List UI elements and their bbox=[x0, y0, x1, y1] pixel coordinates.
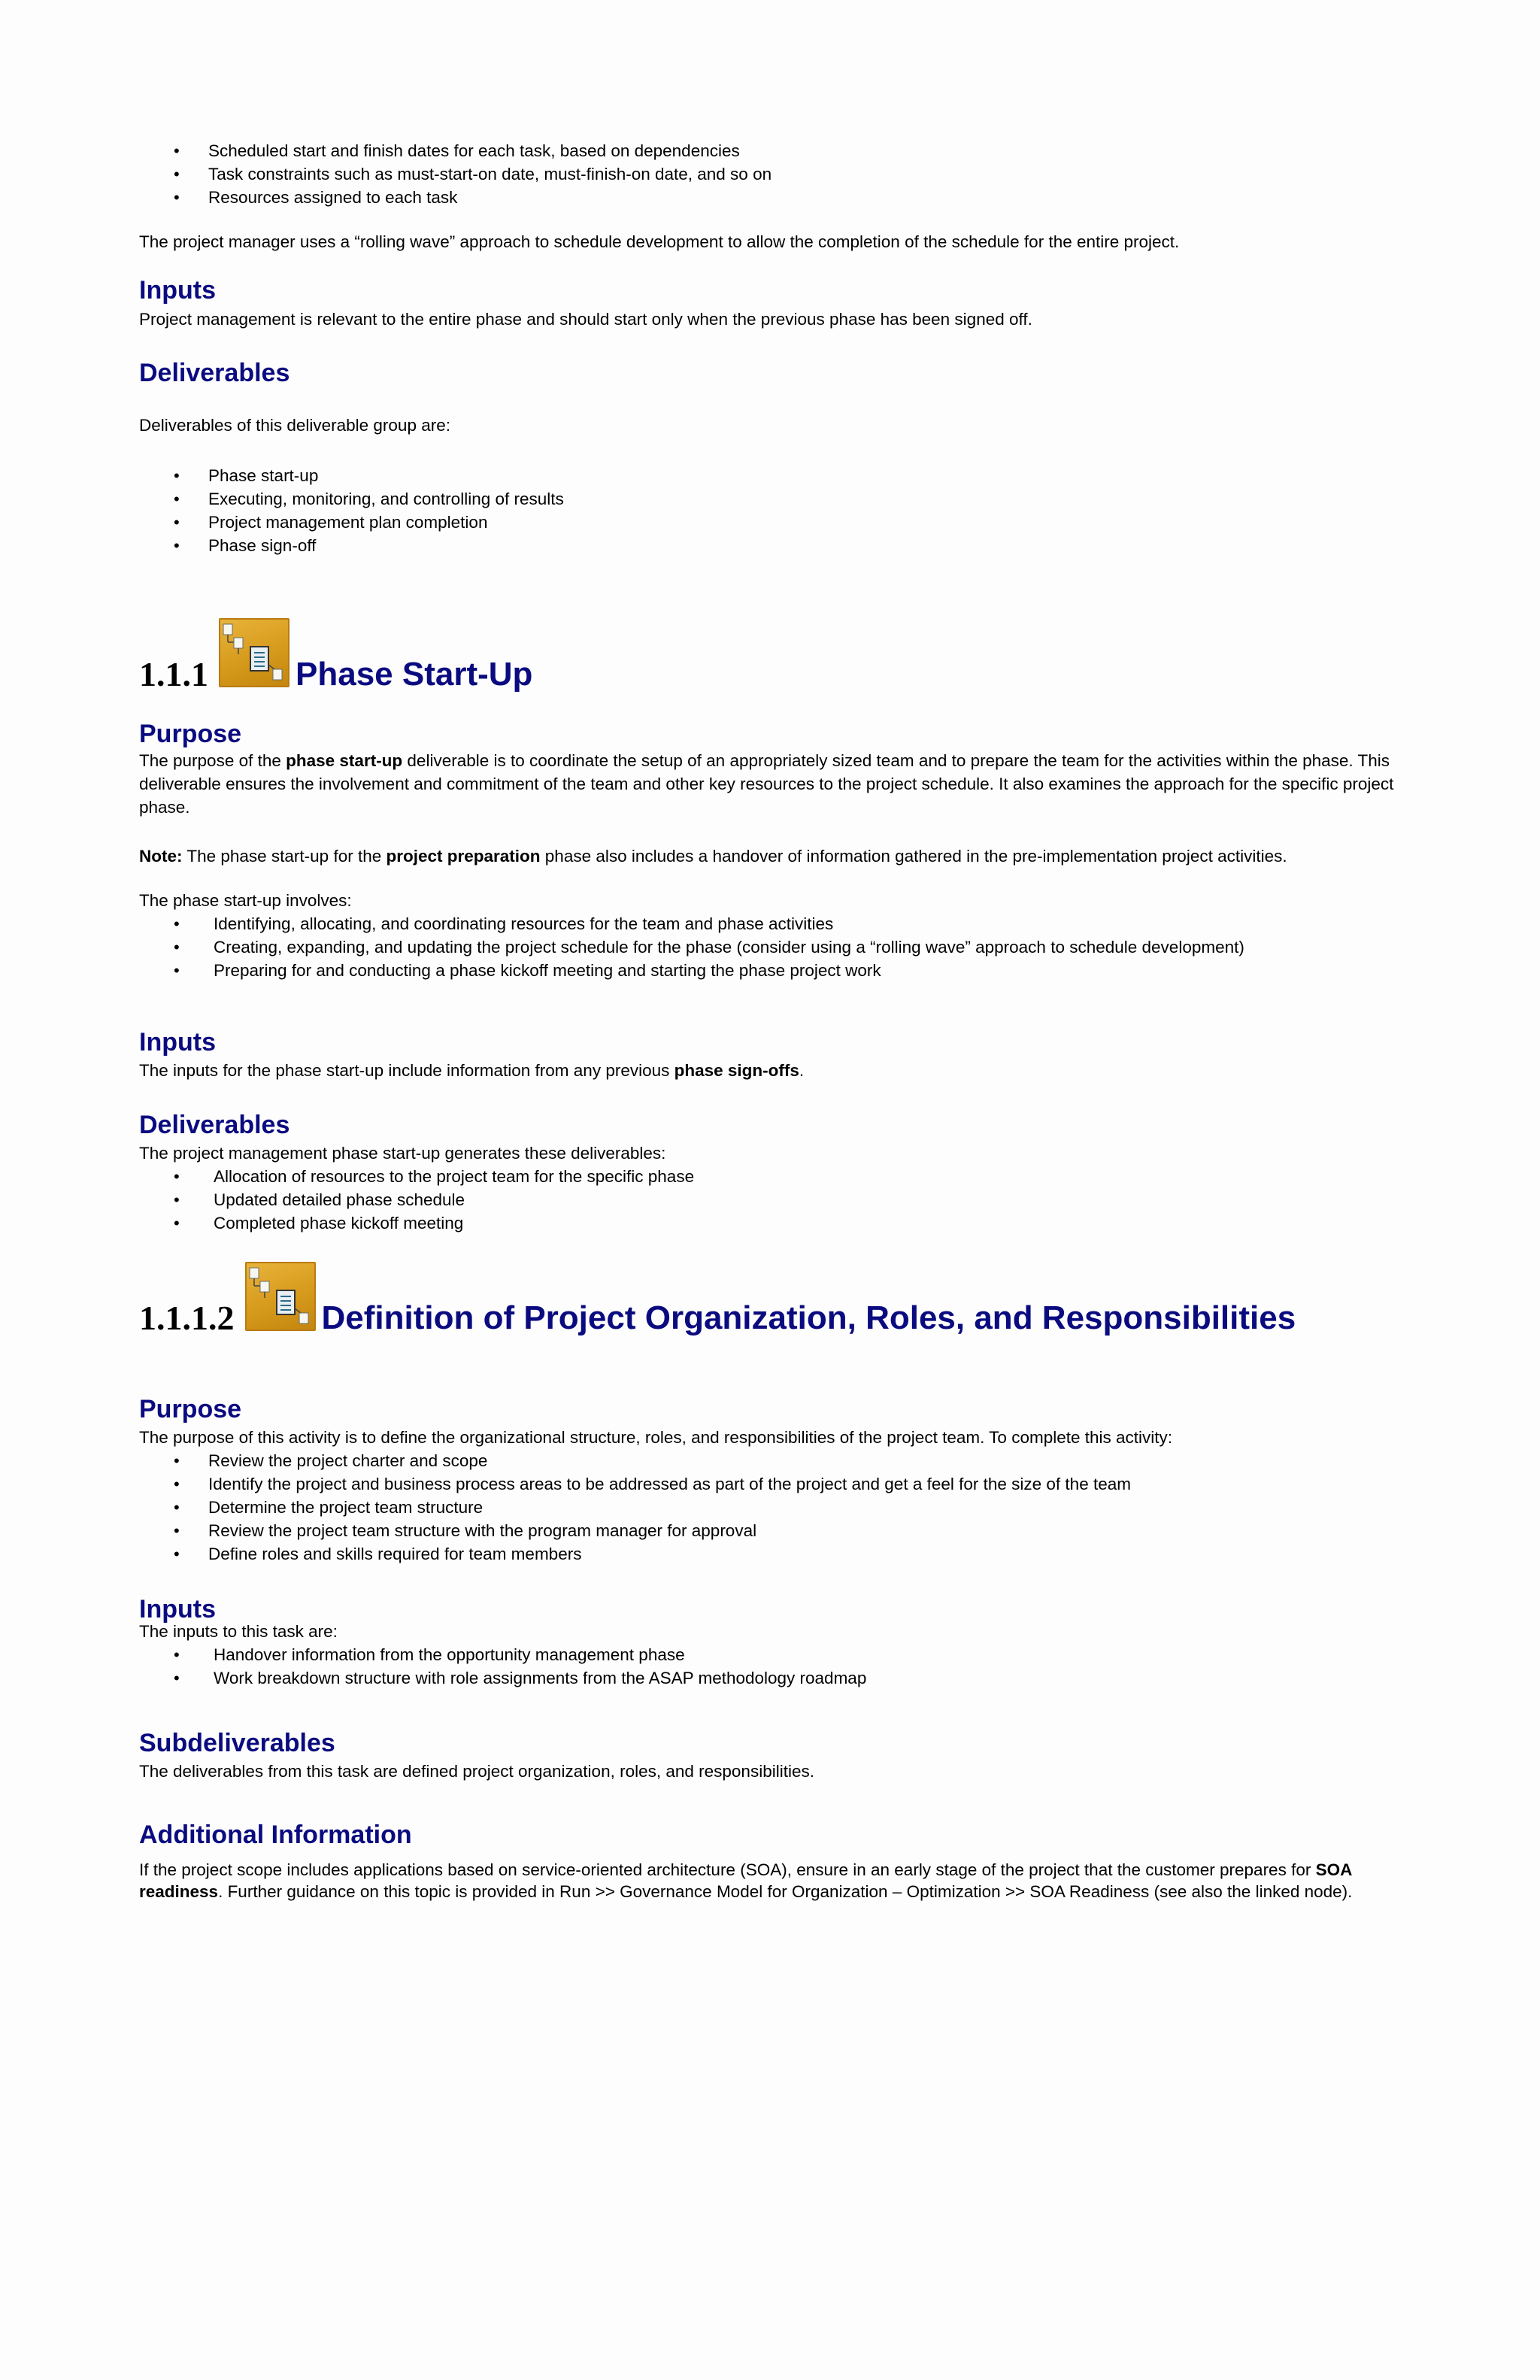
section-heading: Additional Information bbox=[139, 1821, 412, 1849]
section-1-1-1-2-subdeliverables bbox=[139, 1728, 1402, 1783]
paragraph-text: Deliverables of this deliverable group are: bbox=[139, 416, 450, 435]
list-item: • Completed phase kickoff meeting bbox=[139, 1211, 1402, 1235]
list-item: • Project management plan completion bbox=[139, 511, 1402, 534]
section-title: Definition of Project Organization, Roles, and Responsibilities bbox=[321, 1299, 1296, 1336]
bold-term: project preparation bbox=[386, 847, 541, 866]
list-item: • Define roles and skills required for team members bbox=[139, 1542, 1402, 1566]
text-run: phase also includes a handover of information gathered in the pre-implementation project activities. bbox=[540, 847, 1287, 866]
bold-term: phase sign-offs bbox=[674, 1061, 799, 1080]
section-1-1-1-2-heading bbox=[139, 1262, 1296, 1337]
list-item: • Review the project team structure with the program manager for approval bbox=[139, 1519, 1402, 1542]
list-item: • Executing, monitoring, and controlling of results bbox=[139, 487, 1402, 511]
section-1-1-1-deliverables bbox=[139, 1110, 1402, 1235]
list-item: • Phase sign-off bbox=[139, 534, 1402, 557]
section-1-1-1-2-purpose bbox=[139, 1394, 1402, 1566]
purpose-bullet-list bbox=[139, 1449, 1402, 1566]
paragraph-text: The inputs to this task are: bbox=[139, 1622, 338, 1641]
text-run: . Further guidance on this topic is provided in Run >> Governance Model for Organization – Optimization >> SOA Readiness (see also the linked node). bbox=[218, 1882, 1353, 1901]
list-item: • Handover information from the opportunity management phase bbox=[139, 1643, 1402, 1666]
list-item: • Task constraints such as must-start-on date, must-finish-on date, and so on bbox=[139, 162, 1402, 186]
paragraph-text: Project management is relevant to the entire phase and should start only when the previous phase has been signed off. bbox=[139, 310, 1032, 329]
inputs-section bbox=[139, 275, 1402, 331]
section-title: Phase Start-Up bbox=[296, 656, 533, 693]
paragraph-text: The project management phase start-up generates these deliverables: bbox=[139, 1144, 666, 1163]
section-1-1-1-inputs bbox=[139, 1027, 1402, 1082]
section-heading: Inputs bbox=[139, 276, 216, 305]
deliverables-bullet-list bbox=[139, 464, 1402, 557]
deliverables-bullet-list bbox=[139, 1165, 1402, 1235]
involves-bullet-list bbox=[139, 912, 1402, 982]
section-heading: Purpose bbox=[139, 1395, 242, 1423]
paragraph-text: The phase start-up involves: bbox=[139, 891, 352, 910]
text-run: deliverable is to coordinate the setup of an appropriately sized team and to prepare the team for the activities within the phase. This deliverable ensures the involvement and commitment of the team and other key resources to the project schedule. It also examines the approach for the specific project phase. bbox=[139, 751, 1394, 817]
additional-paragraph bbox=[139, 1859, 1402, 1902]
section-1-1-1-2-inputs bbox=[139, 1594, 1402, 1690]
list-item: • Allocation of resources to the project team for the specific phase bbox=[139, 1165, 1402, 1188]
list-item: • Updated detailed phase schedule bbox=[139, 1188, 1402, 1211]
section-1-1-1-2-additional-info bbox=[139, 1820, 1402, 1902]
list-item: • Identifying, allocating, and coordinating resources for the team and phase activities bbox=[139, 912, 1402, 935]
inputs-paragraph bbox=[139, 1059, 1402, 1082]
rolling-wave-paragraph bbox=[139, 230, 1402, 253]
inputs-bullet-list bbox=[139, 1643, 1402, 1690]
bold-term: phase start-up bbox=[286, 751, 403, 770]
bold-term: SOA readiness bbox=[139, 1860, 1352, 1901]
text-run: The phase start-up for the bbox=[182, 847, 387, 866]
list-item: • Determine the project team structure bbox=[139, 1496, 1402, 1519]
text-run: The purpose of the bbox=[139, 751, 286, 770]
section-number: 1.1.1 bbox=[139, 655, 208, 693]
task-hierarchy-icon bbox=[219, 618, 290, 687]
paragraph-text: The project manager uses a “rolling wave” approach to schedule development to allow the completion of the schedule for the entire project. bbox=[139, 232, 1180, 251]
list-item: • Preparing for and conducting a phase kickoff meeting and starting the phase project work bbox=[139, 959, 1402, 982]
list-item: • Work breakdown structure with role assignments from the ASAP methodology roadmap bbox=[139, 1666, 1402, 1690]
paragraph-text: The deliverables from this task are defined project organization, roles, and responsibilities. bbox=[139, 1762, 814, 1781]
section-heading: Inputs bbox=[139, 1595, 216, 1624]
section-heading: Subdeliverables bbox=[139, 1729, 335, 1757]
task-hierarchy-icon bbox=[245, 1262, 316, 1331]
list-item: • Review the project charter and scope bbox=[139, 1449, 1402, 1472]
list-item: • Scheduled start and finish dates for each task, based on dependencies bbox=[139, 139, 1402, 162]
text-run: . bbox=[799, 1061, 805, 1080]
paragraph-text: The purpose of this activity is to define the organizational structure, roles, and responsibilities of the project team. To complete this activity: bbox=[139, 1428, 1173, 1447]
text-run: The inputs for the phase start-up include information from any previous bbox=[139, 1061, 675, 1080]
note-label: Note: bbox=[139, 847, 183, 866]
list-item: • Resources assigned to each task bbox=[139, 186, 1402, 209]
section-1-1-1-heading bbox=[139, 618, 533, 693]
section-heading: Deliverables bbox=[139, 1111, 290, 1139]
section-number: 1.1.1.2 bbox=[139, 1299, 235, 1337]
section-1-1-1-purpose bbox=[139, 719, 1402, 982]
list-item: • Phase start-up bbox=[139, 464, 1402, 487]
deliverables-section bbox=[139, 358, 1402, 557]
list-item: • Identify the project and business process areas to be addressed as part of the project and get a feel for the size of the team bbox=[139, 1472, 1402, 1496]
note-paragraph bbox=[139, 844, 1402, 868]
section-heading: Inputs bbox=[139, 1028, 216, 1057]
intro-bullet-list bbox=[139, 139, 1402, 209]
section-heading: Deliverables bbox=[139, 359, 290, 387]
list-item: • Creating, expanding, and updating the project schedule for the phase (consider using a “rolling wave” approach to schedule development) bbox=[139, 935, 1402, 959]
purpose-paragraph bbox=[139, 749, 1402, 819]
text-run: If the project scope includes applications based on service-oriented architecture (SOA), ensure in an early stage of the project that the customer prepares for bbox=[139, 1860, 1316, 1879]
section-heading: Purpose bbox=[139, 720, 242, 748]
